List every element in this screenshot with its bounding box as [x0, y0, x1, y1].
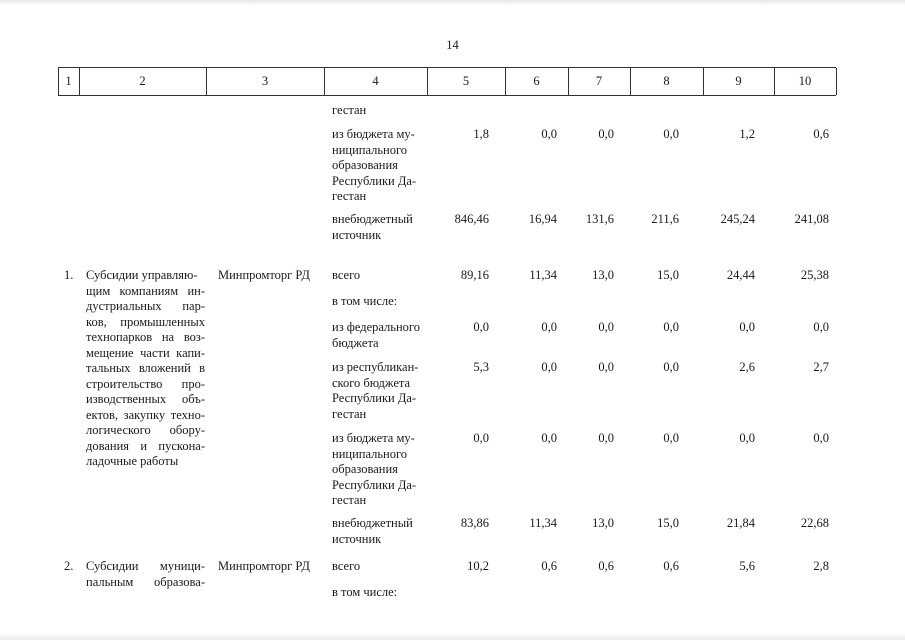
value-col-10: 22,68	[800, 516, 829, 530]
value-col-10: 2,8	[813, 559, 829, 573]
source-label: из республикан- ского бюджета Республики Да- гестан	[332, 360, 419, 421]
value-col-9: 0,0	[739, 320, 755, 334]
continued-label: гестан	[332, 103, 367, 117]
header-col-1: 1	[65, 74, 72, 88]
value-col-5: 0,0	[473, 320, 489, 334]
item-number: 2.	[64, 559, 74, 573]
value-col-7: 0,0	[598, 360, 614, 374]
value-col-6: 0,0	[541, 127, 557, 141]
value-col-5: 10,2	[467, 559, 489, 573]
scan-shadow-top	[0, 0, 905, 6]
item-number: 1.	[64, 268, 74, 282]
value-col-7: 13,0	[592, 516, 614, 530]
value-col-8: 0,0	[663, 431, 679, 445]
value-col-7: 0,0	[598, 320, 614, 334]
executor: Минпромторг РД	[218, 559, 310, 573]
source-label: всего	[332, 559, 361, 573]
executor: Минпромторг РД	[218, 268, 310, 282]
value-col-10: 2,7	[813, 360, 829, 374]
scan-shadow-bottom	[0, 632, 905, 640]
header-col-6: 6	[533, 74, 540, 88]
value-col-5: 0,0	[473, 431, 489, 445]
value-col-6: 16,94	[528, 212, 557, 226]
value-col-8: 211,6	[651, 212, 679, 226]
value-col-5: 83,86	[460, 516, 489, 530]
value-col-8: 0,6	[663, 559, 679, 573]
value-col-6: 0,0	[541, 431, 557, 445]
item-description: Субсидии муници- пальным образова-	[86, 559, 205, 589]
value-col-9: 245,24	[720, 212, 755, 226]
header-col-4: 4	[372, 74, 379, 88]
value-col-8: 0,0	[663, 360, 679, 374]
header-divider	[836, 68, 837, 95]
value-col-9: 5,6	[739, 559, 755, 573]
value-col-9: 21,84	[726, 516, 755, 530]
header-col-3: 3	[261, 74, 269, 88]
source-label: из бюджета му- ниципального образования Республики Да- гестан	[332, 431, 417, 507]
value-col-5: 846,46	[454, 212, 489, 226]
value-col-6: 0,0	[541, 320, 557, 334]
value-col-8: 15,0	[657, 268, 679, 282]
value-col-10: 241,08	[794, 212, 829, 226]
value-col-10: 0,0	[813, 431, 829, 445]
value-col-8: 15,0	[657, 516, 679, 530]
header-col-5: 5	[462, 74, 470, 88]
value-col-9: 24,44	[726, 268, 755, 282]
header-bottom-border	[58, 95, 836, 96]
including-label: в том числе:	[332, 294, 398, 308]
source-label: из бюджета му- ниципального образования Республики Да- гестан	[332, 127, 417, 203]
value-col-10: 0,0	[813, 320, 829, 334]
header-col-8: 8	[663, 74, 670, 88]
value-col-5: 5,3	[473, 360, 489, 374]
value-col-10: 0,6	[813, 127, 829, 141]
header-col-7: 7	[595, 74, 603, 88]
value-col-5: 89,16	[460, 268, 489, 282]
value-col-9: 0,0	[739, 431, 755, 445]
value-col-6: 0,0	[541, 360, 557, 374]
value-col-7: 0,6	[598, 559, 614, 573]
source-label: всего	[332, 268, 361, 282]
value-col-7: 0,0	[598, 431, 614, 445]
value-col-5: 1,8	[473, 127, 489, 141]
including-label: в том числе:	[332, 585, 398, 599]
source-label: из федерального бюджета	[332, 320, 420, 350]
header-top-border	[58, 67, 836, 68]
value-col-7: 131,6	[585, 212, 614, 226]
value-col-9: 2,6	[739, 360, 755, 374]
value-col-6: 0,6	[541, 559, 557, 573]
header-col-2: 2	[139, 74, 146, 88]
header-col-9: 9	[735, 74, 742, 88]
value-col-8: 0,0	[663, 127, 679, 141]
value-col-7: 13,0	[592, 268, 614, 282]
value-col-7: 0,0	[598, 127, 614, 141]
value-col-10: 25,38	[800, 268, 829, 282]
source-label: внебюджетный источник	[332, 516, 413, 546]
item-description: Субсидии управляю- щим компаниям ин- дустриальных пар- ков, промышленных технопарков на воз- мещение части капи- тальных вложений в строительство про- изводственных объ- ектов, закупку техно- логического обору- дования и пускона- ладочные работы	[86, 268, 205, 468]
source-label: внебюджетный источник	[332, 212, 413, 242]
header-col-10: 10	[798, 74, 812, 88]
value-col-6: 11,34	[529, 516, 557, 530]
value-col-9: 1,2	[739, 127, 755, 141]
page-number: 14	[446, 38, 459, 52]
value-col-6: 11,34	[529, 268, 557, 282]
value-col-8: 0,0	[663, 320, 679, 334]
